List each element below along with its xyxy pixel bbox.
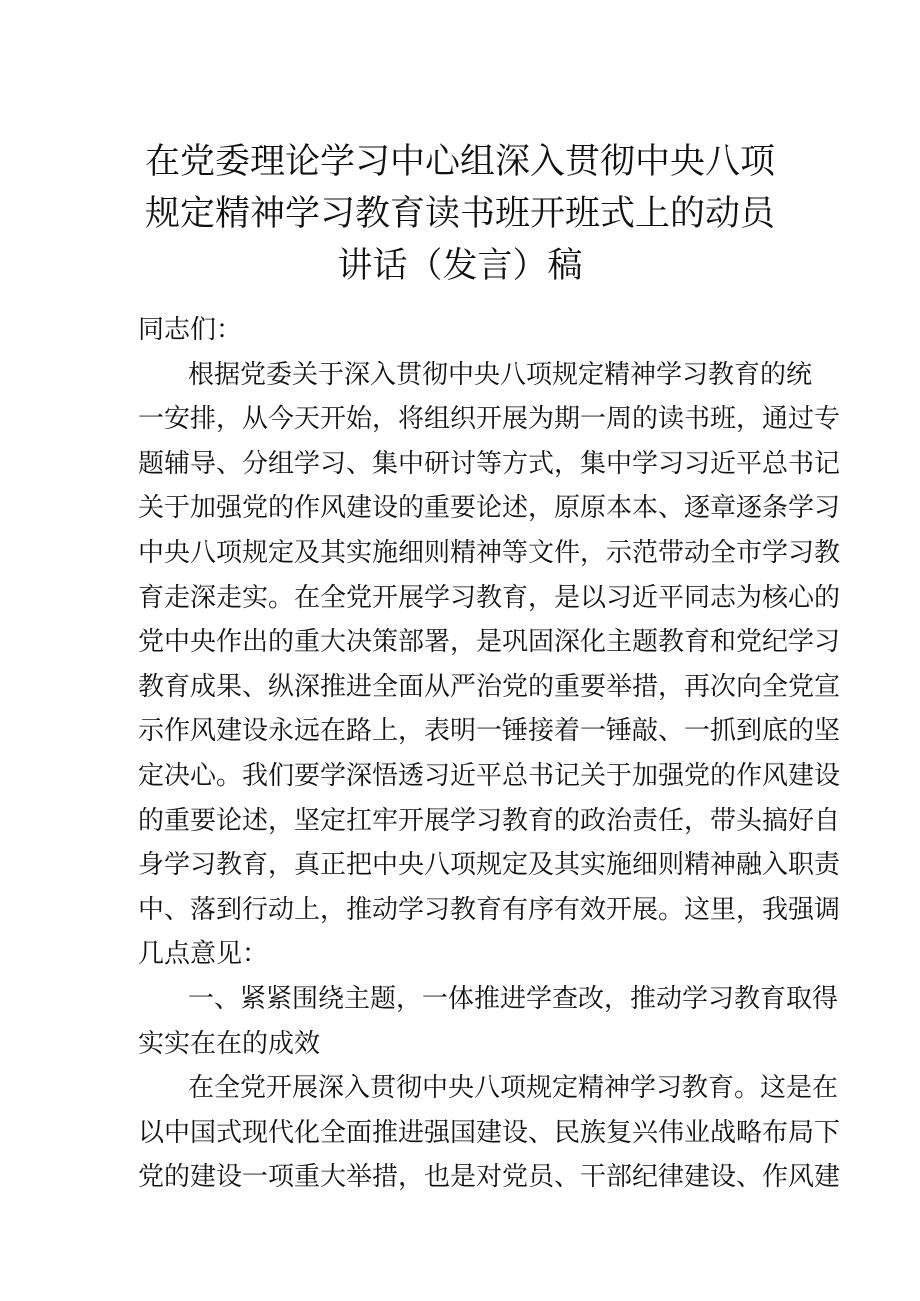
- body-line-9: 示作风建设永远在路上，表明一锤接着一锤敲、一抓到底的坚: [138, 716, 841, 747]
- body-line-14: 几点意见：: [138, 939, 269, 970]
- section-heading-line-2: 实实在在的成效: [138, 1028, 321, 1059]
- body-line-8: 教育成果、纵深推进全面从严治党的重要举措，再次向全党宣: [138, 671, 841, 702]
- body-line-11: 的重要论述，坚定扛牢开展学习教育的政治责任，带头搞好自: [138, 805, 841, 836]
- body-line-18: 以中国式现代化全面推进强国建设、民族复兴伟业战略布局下: [138, 1117, 841, 1148]
- title-line-2: 规定精神学习教育读书班开班式上的动员: [144, 194, 775, 234]
- document-title: [120, 136, 800, 292]
- body-line-7: 党中央作出的重大决策部署，是巩固深化主题教育和党纪学习: [138, 627, 841, 658]
- body-line-3: 题辅导、分组学习、集中研讨等方式，集中学习习近平总书记: [138, 448, 841, 479]
- title-line-1: 在党委理论学习中心组深入贯彻中央八项: [144, 142, 775, 182]
- salutation: 同志们：: [138, 315, 243, 345]
- body-line-19: 党的建设一项重大举措，也是对党员、干部纪律建设、作风建: [138, 1162, 841, 1193]
- body-line-10: 定决心。我们要学深悟透习近平总书记关于加强党的作风建设: [138, 760, 841, 791]
- body-line-1: 根据党委关于深入贯彻中央八项规定精神学习教育的统: [188, 359, 813, 390]
- body-line-12: 身学习教育，真正把中央八项规定及其实施细则精神融入职责: [138, 850, 841, 881]
- body-line-17: 在全党开展深入贯彻中央八项规定精神学习教育。这是在: [188, 1073, 839, 1104]
- body-line-5: 中央八项规定及其实施细则精神等文件，示范带动全市学习教: [138, 537, 841, 568]
- title-line-3: 讲话（发言）稿: [337, 246, 583, 286]
- body-line-2: 一安排，从今天开始，将组织开展为期一周的读书班，通过专: [138, 404, 841, 435]
- body-line-6: 育走深走实。在全党开展学习教育，是以习近平同志为核心的: [138, 582, 841, 613]
- section-heading-line-1: 一、紧紧围绕主题，一体推进学查改，推动学习教育取得: [188, 983, 839, 1014]
- document-body: [138, 308, 841, 1200]
- body-line-4: 关于加强党的作风建设的重要论述，原原本本、逐章逐条学习: [138, 493, 841, 524]
- body-line-13: 中、落到行动上，推动学习教育有序有效开展。这里，我强调: [138, 894, 841, 925]
